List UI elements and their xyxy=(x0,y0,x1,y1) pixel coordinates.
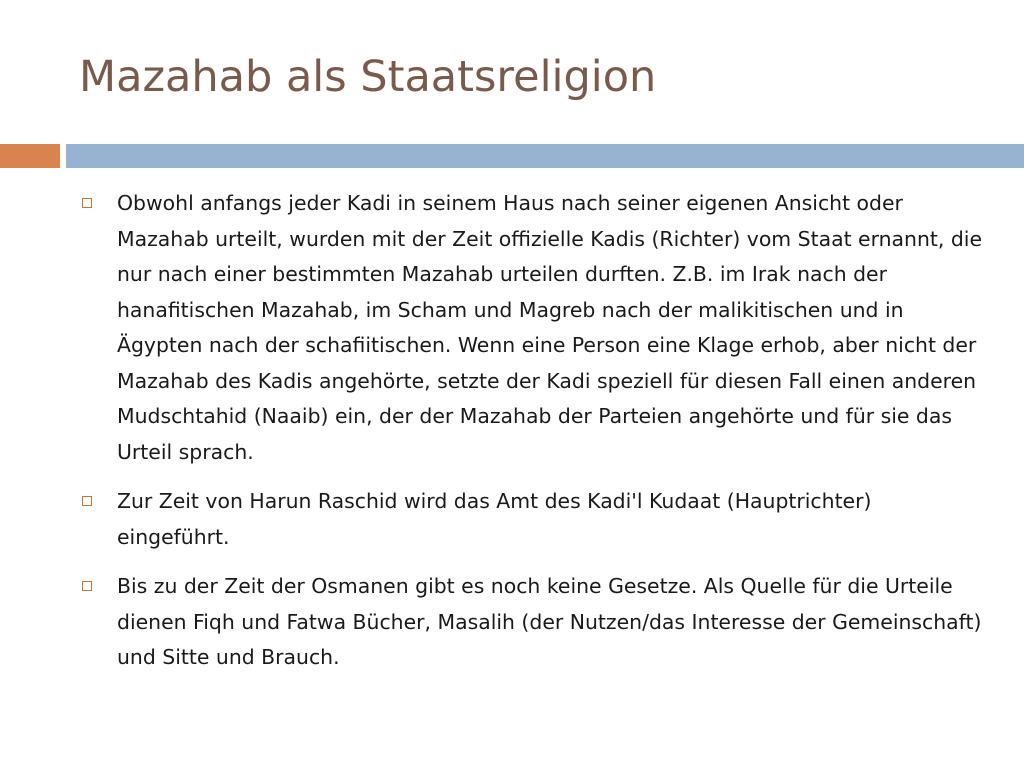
bullet-list xyxy=(79,186,984,690)
bullet-text-2: Zur Zeit von Harun Raschid wird das Amt des Kadi'l Kudaat (Hauptrichter) eingeführt. xyxy=(117,489,872,549)
bullet-text-3: Bis zu der Zeit der Osmanen gibt es noch keine Gesetze. Als Quelle für die Urteile dienen Fiqh und Fatwa Bücher, Masalih (der Nutzen/das Interesse der Gemeinschaft) und Sitte und Brauch. xyxy=(117,574,982,669)
accent-bar-blue xyxy=(66,144,1024,168)
bullet-item-1 xyxy=(79,186,984,470)
square-bullet-icon xyxy=(82,198,92,208)
square-bullet-icon xyxy=(82,496,92,506)
slide-title: Mazahab als Staatsreligion xyxy=(79,52,657,102)
bullet-text-1: Obwohl anfangs jeder Kadi in seinem Haus nach seiner eigenen Ansicht oder Mazahab urteilt, wurden mit der Zeit offizielle Kadis (Richter) vom Staat ernannt, die nur nach einer bestimmten Mazahab urteilen durften. Z.B. im Irak nach der hanafitischen Mazahab, im Scham und Magreb nach der malikitischen und in Ägypten nach der schafiitischen. Wenn eine Person eine Klage erhob, aber nicht der Mazahab des Kadis angehörte, setzte der Kadi speziell für diesen Fall einen anderen Mudschtahid (Naaib) ein, der der Mazahab der Parteien angehörte und für sie das Urteil sprach. xyxy=(117,191,982,464)
square-bullet-icon xyxy=(82,581,92,591)
accent-bar-orange xyxy=(0,144,60,168)
bullet-item-2 xyxy=(79,484,984,555)
bullet-item-3 xyxy=(79,569,984,676)
